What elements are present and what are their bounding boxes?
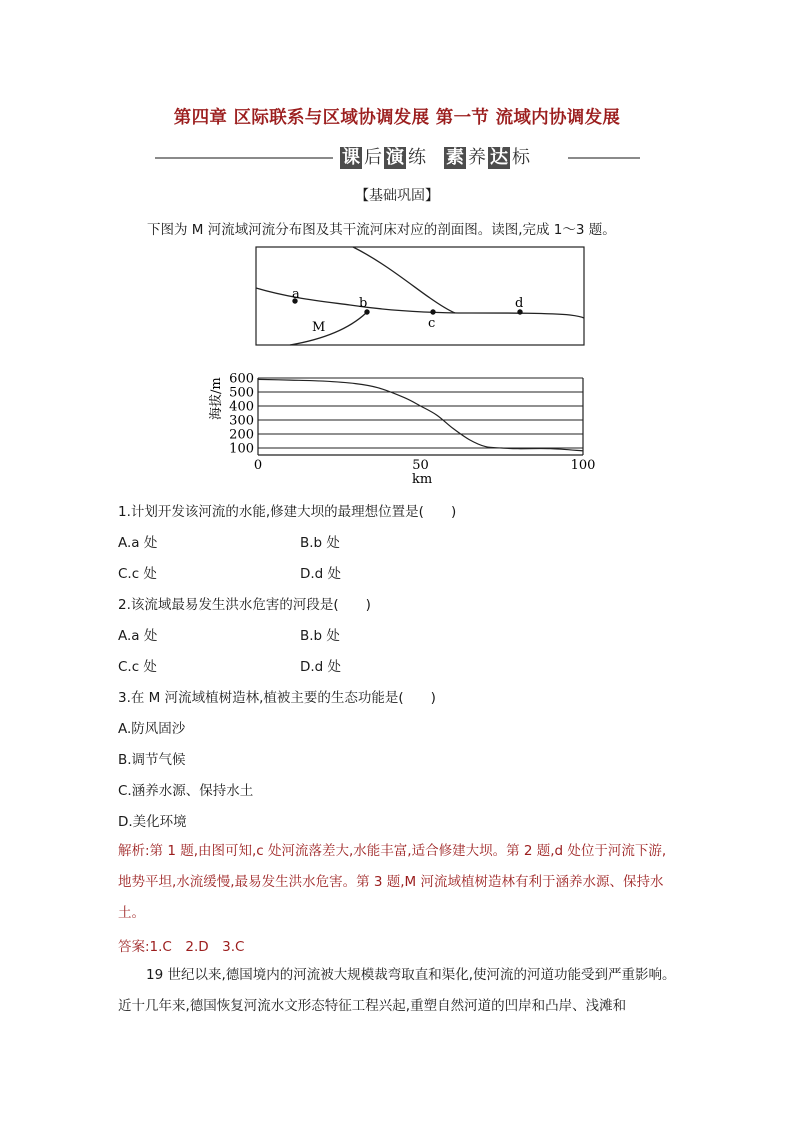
label-b: b (359, 296, 368, 311)
label-a: a (292, 287, 300, 302)
analysis-text: 解析:第 1 题,由图可知,c 处河流落差大,水能丰富,适合修建大坝。第 2 题,d 处位于河流下游,地势平坦,水流缓慢,最易发生洪水危害。第 3 题,M 河流域植树造林有利于涵养水源、保持水土。 (118, 843, 667, 921)
practice-banner (340, 145, 580, 171)
banner-char: 后 (364, 147, 382, 168)
point-c (430, 309, 435, 314)
profile-chart (200, 368, 600, 488)
y-tick-label: 500 (229, 385, 254, 401)
tributary-m (290, 313, 366, 345)
question-3-option-a[interactable]: A.防风固沙 (118, 721, 186, 737)
x-tick-label: 50 (412, 458, 429, 473)
question-3-option-d[interactable]: D.美化环境 (118, 814, 187, 830)
y-tick-label: 400 (229, 399, 254, 415)
banner-char: 达 (490, 147, 508, 168)
y-tick-label: 200 (229, 427, 254, 443)
section-heading: 【基础巩固】 (355, 188, 439, 204)
question-2-option-d[interactable]: D.d 处 (300, 659, 342, 675)
x-tick-label: 100 (570, 458, 596, 473)
question-1-stem: 1.计划开发该河流的水能,修建大坝的最理想位置是( ) (118, 504, 457, 520)
question-2-stem: 2.该流域最易发生洪水危害的河段是( ) (118, 597, 371, 613)
label-c: c (428, 316, 436, 331)
banner-char: 练 (408, 147, 426, 168)
y-tick-label: 300 (229, 413, 254, 429)
banner-char: 课 (342, 147, 360, 168)
map-frame (256, 247, 584, 345)
banner-char: 演 (386, 147, 404, 168)
question-2-option-b[interactable]: B.b 处 (300, 628, 340, 644)
question-1-option-a[interactable]: A.a 处 (118, 535, 158, 551)
y-tick-label: 100 (229, 441, 254, 457)
question-3-stem: 3.在 M 河流域植树造林,植被主要的生态功能是( ) (118, 690, 436, 706)
x-axis-label: km (412, 472, 433, 487)
banner-char: 养 (468, 147, 486, 168)
main-river (256, 288, 584, 318)
question-3-option-c[interactable]: C.涵养水源、保持水土 (118, 783, 254, 799)
label-d: d (515, 296, 524, 311)
question-1-option-c[interactable]: C.c 处 (118, 566, 157, 582)
question-3-option-b[interactable]: B.调节气候 (118, 752, 186, 768)
banner-right-line (568, 157, 640, 159)
question-2-option-a[interactable]: A.a 处 (118, 628, 158, 644)
question-2-option-c[interactable]: C.c 处 (118, 659, 157, 675)
banner-char: 标 (512, 147, 530, 168)
label-m: M (312, 320, 326, 335)
question-1-option-d[interactable]: D.d 处 (300, 566, 342, 582)
intro-text: 下图为 M 河流域河流分布图及其干流河床对应的剖面图。读图,完成 1～3 题。 (147, 222, 616, 238)
reading-paragraph: 19 世纪以来,德国境内的河流被大规模裁弯取直和渠化,使河流的河道功能受到严重影响。近十几年来,德国恢复河流水文形态特征工程兴起,重塑自然河道的凹岸和凸岸、浅滩和 (118, 967, 676, 1014)
y-tick-label: 600 (229, 371, 254, 387)
page-title: 第四章 区际联系与区域协调发展 第一节 流域内协调发展 (173, 108, 621, 128)
answer-text: 答案:1.C 2.D 3.C (118, 939, 245, 955)
y-axis-label: 海拔/m (209, 377, 224, 420)
tributary-upper (353, 247, 455, 313)
question-1-option-b[interactable]: B.b 处 (300, 535, 340, 551)
river-map (250, 243, 590, 348)
banner-char: 素 (446, 147, 464, 168)
elevation-line (258, 379, 583, 450)
banner-left-line (155, 157, 333, 159)
x-tick-label: 0 (253, 458, 263, 473)
